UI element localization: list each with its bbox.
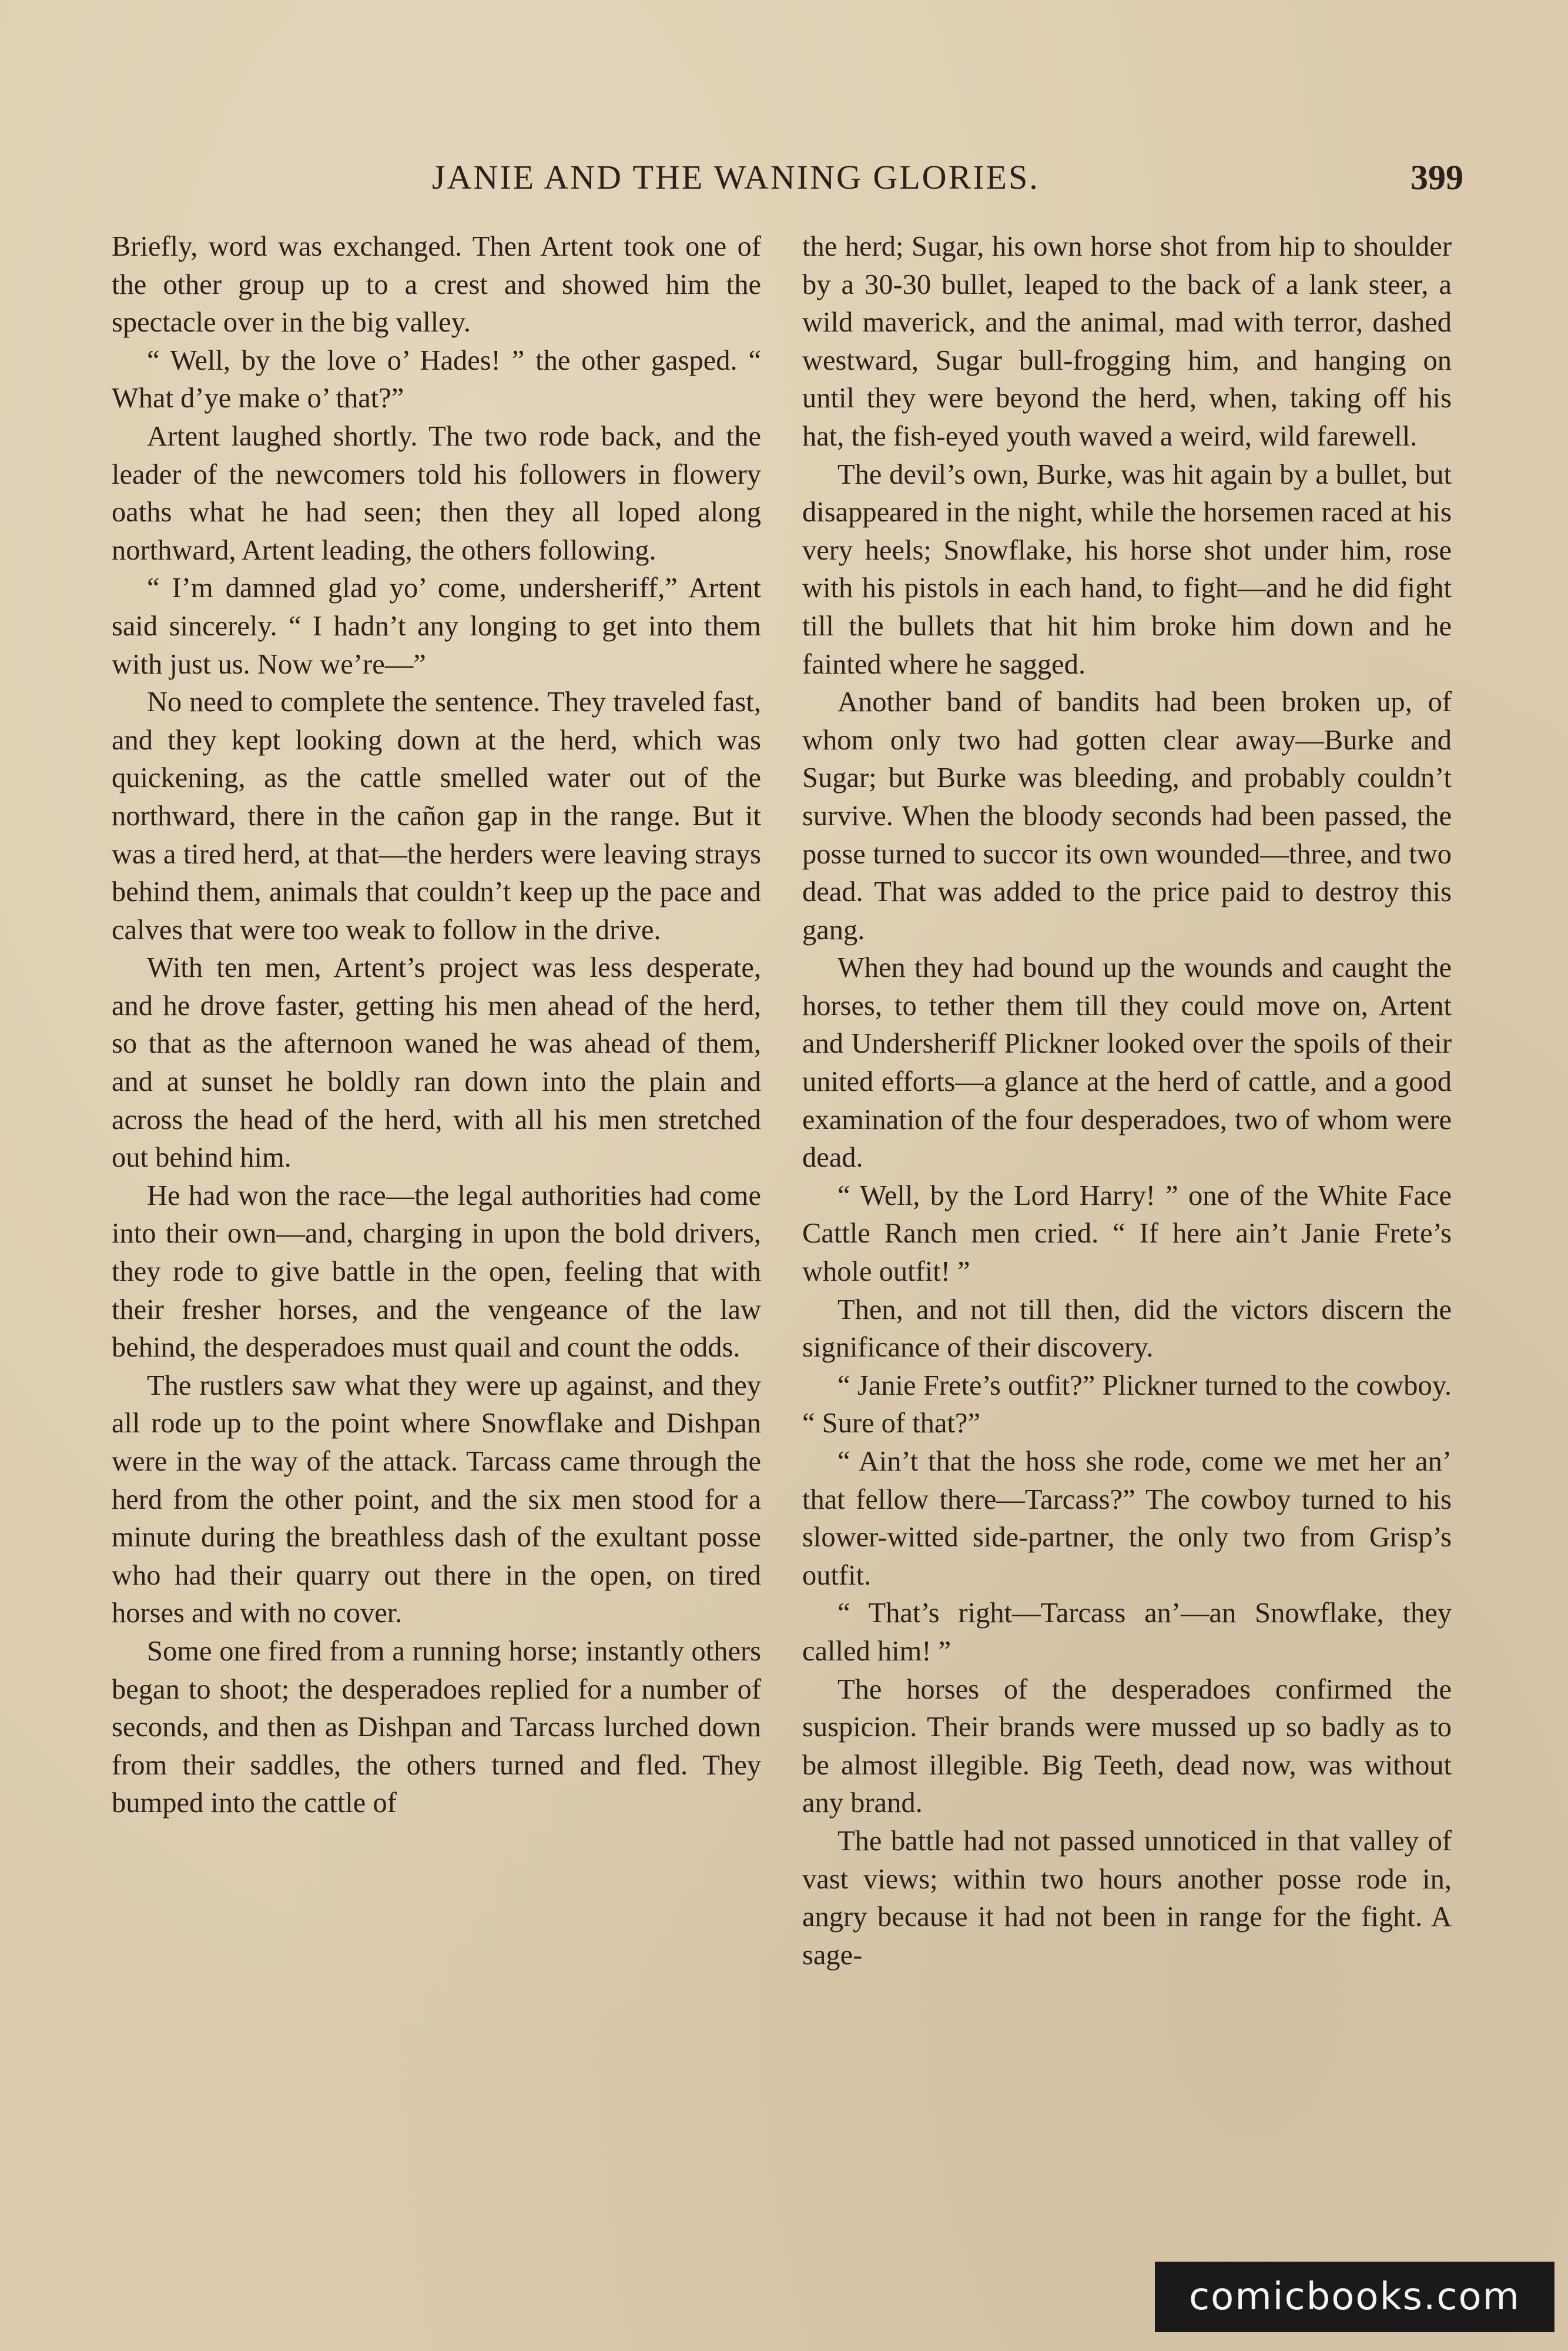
paragraph: Then, and not till then, did the victors discern the significance of their discovery. <box>802 1294 1452 1364</box>
paragraph: He had won the race—the legal authorities had come into their own—and, charging in upon the bold drivers, they rode to give battle in the open, feeling that with their fresher horses, and the vengeance of the law behind, the desperadoes must quail and count the odds. <box>112 1180 761 1364</box>
running-title: JANIE AND THE WANING GLORIES. <box>432 158 1040 196</box>
paragraph: “ Janie Frete’s outfit?” Plickner turned to the cowboy. “ Sure of that?” <box>802 1369 1452 1439</box>
paragraph: “ I’m damned glad yo’ come, undersheriff,” Artent said sincerely. “ I hadn’t any longing to get into them with just us. Now we’re—” <box>112 572 761 680</box>
paragraph: “ Well, by the Lord Harry! ” one of the White Face Cattle Ranch men cried. “ If here ain’t Janie Frete’s whole outfit! ” <box>802 1180 1452 1288</box>
paragraph: Briefly, word was exchanged. Then Artent took one of the other group up to a crest and showed him the spectacle over in the big valley. <box>112 231 761 339</box>
paragraph: Another band of bandits had been broken up, of whom only two had gotten clear away—Burke and Sugar; but Burke was bleeding, and probably couldn’t survive. When the bloody seconds had been passed, the posse turned to succor its own wounded—three, and two dead. That was added to the price paid to destroy this gang. <box>802 686 1452 946</box>
watermark-banner <box>1155 2262 1554 2332</box>
watermark-text: comicbooks.com <box>1188 2275 1521 2319</box>
paragraph: The horses of the desperadoes confirmed the suspicion. Their brands were mussed up so badly as to be almost illegible. Big Teeth, dead now, was without any brand. <box>802 1673 1452 1819</box>
paragraph: When they had bound up the wounds and caught the horses, to tether them till they could move on, Artent and Undersheriff Plickner looked over the spoils of their united efforts—a glance at the herd of cattle, and a good examination of the four desperadoes, two of whom were dead. <box>802 952 1452 1174</box>
page-number: 399 <box>1410 158 1463 197</box>
paragraph: Some one fired from a running horse; instantly others began to shoot; the desperadoes replied for a number of seconds, and then as Dishpan and Tarcass lurched down from their saddles, the others turned and fled. They bumped into the cattle of <box>112 1635 761 1819</box>
paragraph: “ Ain’t that the hoss she rode, come we met her an’ that fellow there—Tarcass?” The cowboy turned to his slower-witted side-partner, the only two from Grisp’s outfit. <box>802 1446 1452 1591</box>
left-column <box>112 228 761 2226</box>
paragraph-continued: the herd; Sugar, his own horse shot from hip to shoulder by a 30-30 bullet, leaped to the back of a lank steer, a wild maverick, and the animal, mad with terror, dashed westward, Sugar bull-frogging him, and hanging on until they were beyond the herd, when, taking off his hat, the fish-eyed youth waved a weird, wild farewell. <box>802 231 1452 452</box>
paragraph: “ That’s right—Tarcass an’—an Snowflake, they called him! ” <box>802 1598 1452 1667</box>
paragraph: The rustlers saw what they were up against, and they all rode up to the point where Snowflake and Dishpan were in the way of the attack. Tarcass came through the herd from the other point, and the six men stood for a minute during the breathless dash of the exultant posse who had their quarry out there in the open, on tired horses and with no cover. <box>112 1369 761 1629</box>
paragraph: The battle had not passed unnoticed in that valley of vast views; within two hours another posse rode in, angry because it had not been in range for the fight. A sage- <box>802 1825 1452 1971</box>
page-header <box>112 158 1463 205</box>
paragraph: The devil’s own, Burke, was hit again by a bullet, but disappeared in the night, while the horsemen raced at his very heels; Snowflake, his horse shot under him, rose with his pistols in each hand, to fight—and he did fight till the bullets that hit him broke him down and he fainted where he sagged. <box>802 458 1452 680</box>
paragraph: “ Well, by the love o’ Hades! ” the other gasped. “ What d’ye make o’ that?” <box>112 344 761 414</box>
right-column <box>802 228 1452 2226</box>
paragraph: Artent laughed shortly. The two rode back, and the leader of the newcomers told his followers in flowery oaths what he had seen; then they all loped along northward, Artent leading, the others following. <box>112 420 761 566</box>
paragraph: With ten men, Artent’s project was less desperate, and he drove faster, getting his men ahead of the herd, so that as the afternoon waned he was ahead of them, and at sunset he boldly ran down into the plain and across the head of the herd, with all his men stretched out behind him. <box>112 952 761 1174</box>
paragraph: No need to complete the sentence. They traveled fast, and they kept looking down at the herd, which was quickening, as the cattle smelled water out of the northward, there in the cañon gap in the range. But it was a tired herd, at that—the herders were leaving strays behind them, animals that couldn’t keep up the pace and calves that were too weak to follow in the drive. <box>112 686 761 946</box>
